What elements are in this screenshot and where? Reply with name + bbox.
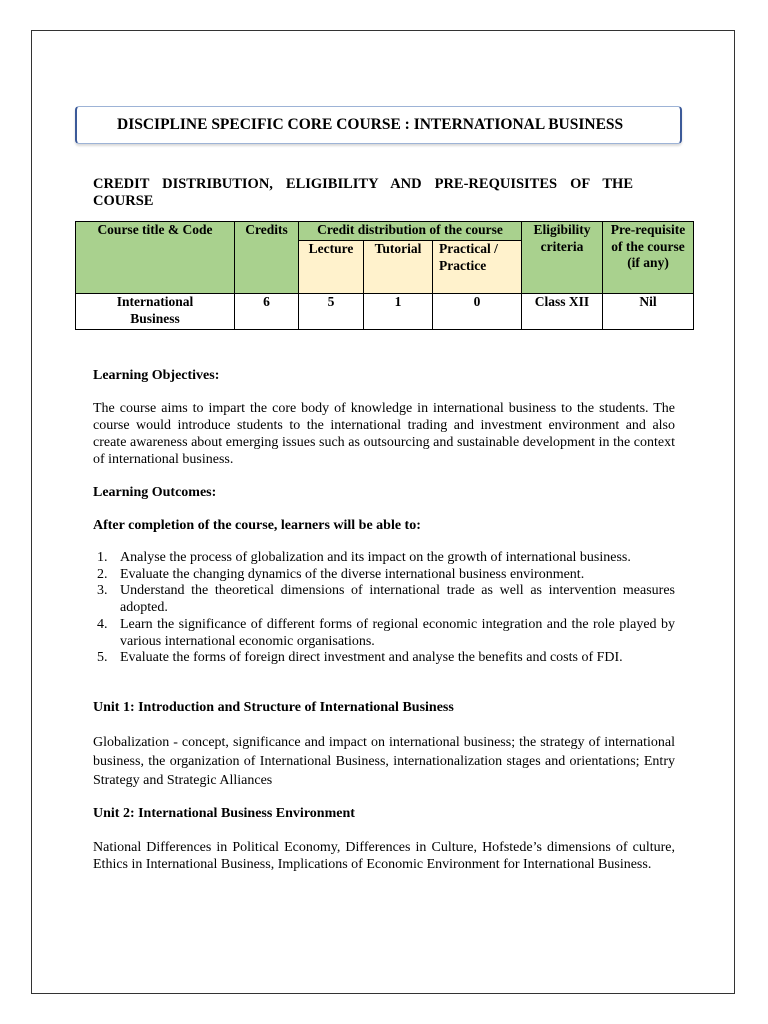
outcomes-heading: Learning Outcomes: bbox=[93, 485, 217, 500]
list-item: 5. Evaluate the forms of foreign direct investment and analyse the benefits and costs of FDI. bbox=[97, 650, 623, 666]
objectives-text: The course aims to impart the core body of knowledge in international business to the students. The course would introduce students to the international trading and investment environment and also create awareness about emerging issues such as outsourcing and sustainable development in the context of international business. bbox=[93, 401, 675, 467]
course-title: DISCIPLINE SPECIFIC CORE COURSE : INTERNATIONAL BUSINESS bbox=[117, 116, 624, 133]
header-course-title: Course title & Code bbox=[76, 222, 235, 294]
unit2-heading: Unit 2: International Business Environment bbox=[93, 806, 355, 821]
list-item: 4. Learn the significance of different forms of regional economic integration and the role played by various international economic organisations. bbox=[97, 616, 675, 649]
header-practical: Practical / Practice bbox=[433, 241, 522, 294]
header-lecture: Lecture bbox=[299, 241, 364, 294]
table-row bbox=[76, 294, 694, 330]
cell-lecture: 5 bbox=[299, 294, 364, 330]
list-item: 3. Understand the theoretical dimensions of international trade as well as intervention measures adopted. bbox=[97, 583, 675, 616]
header-credits: Credits bbox=[235, 222, 299, 294]
cell-prereq: Nil bbox=[603, 294, 694, 330]
header-tutorial: Tutorial bbox=[364, 241, 433, 294]
cell-practical: 0 bbox=[433, 294, 522, 330]
objectives-heading: Learning Objectives: bbox=[93, 368, 220, 383]
list-item: 2. Evaluate the changing dynamics of the diverse international business environment. bbox=[97, 566, 585, 582]
credit-heading: CREDIT DISTRIBUTION, ELIGIBILITY AND PRE-REQUISITES OF THE COURSE bbox=[93, 176, 633, 209]
unit1-heading: Unit 1: Introduction and Structure of International Business bbox=[93, 700, 454, 715]
list-item: 1. Analyse the process of globalization and its impact on the growth of international business. bbox=[97, 550, 631, 565]
cell-course: International Business bbox=[76, 294, 235, 330]
header-prereq: Pre-requisite of the course (if any) bbox=[603, 222, 694, 294]
outcomes-intro: After completion of the course, learners will be able to: bbox=[93, 518, 421, 533]
unit1-text: Globalization - concept, significance and impact on international business; the strategy of international business, the organization of International Business, internationalization stages and orientations; Entry Strategy and Strategic Alliances bbox=[93, 735, 675, 788]
credit-table bbox=[75, 221, 694, 330]
header-distribution: Credit distribution of the course bbox=[299, 222, 522, 241]
unit2-text: National Differences in Political Economy, Differences in Culture, Hofstede’s dimensions of culture, Ethics in International Business, Implications of Economic Environment for International Business. bbox=[93, 840, 675, 872]
cell-tutorial: 1 bbox=[364, 294, 433, 330]
cell-eligibility: Class XII bbox=[522, 294, 603, 330]
header-eligibility: Eligibility criteria bbox=[522, 222, 603, 294]
course-title-box bbox=[75, 106, 682, 144]
cell-credits: 6 bbox=[235, 294, 299, 330]
outcomes-list bbox=[93, 550, 675, 667]
